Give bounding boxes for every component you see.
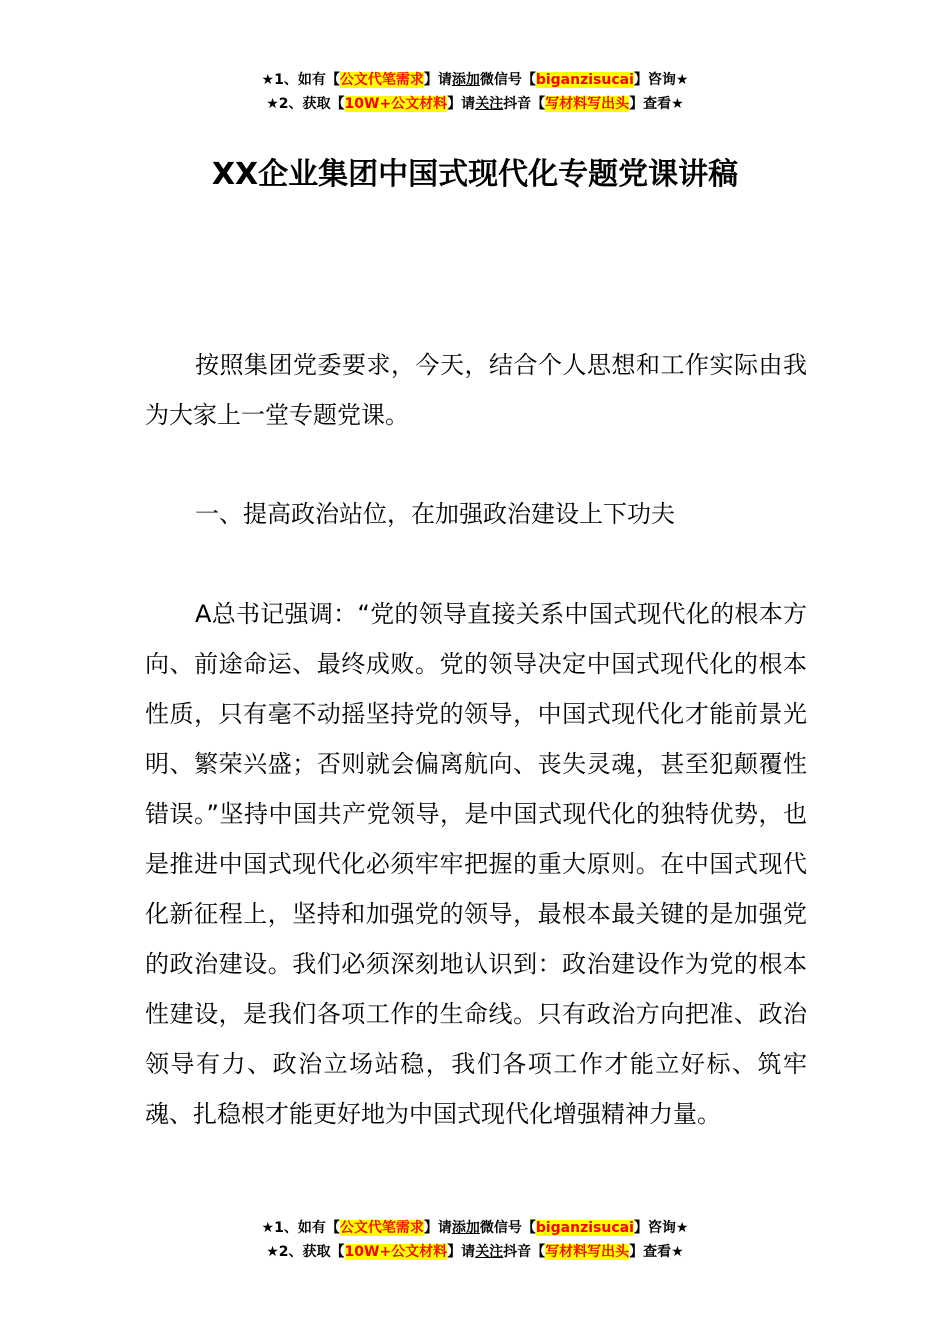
- promo-line-1-mid2: 微信号【: [479, 72, 536, 88]
- promo-line-1-prefix: ★1、如有【: [261, 1220, 340, 1236]
- section-heading: 一、提高政治站位，在加强政治建设上下功夫: [195, 500, 675, 528]
- promo-line-2-mid2: 抖音【: [503, 96, 546, 112]
- promo-wechat-id-highlight: biganzisucai: [535, 1220, 634, 1236]
- promo-line-1-prefix: ★1、如有【: [261, 72, 340, 88]
- promo-line-2-mid2: 抖音【: [503, 1244, 546, 1260]
- promo-line-2-prefix: ★2、获取【: [266, 96, 345, 112]
- promo-follow-underlined: 关注: [475, 1244, 504, 1260]
- promo-douyin-account-highlight: 写材料写出头: [545, 1244, 630, 1260]
- promo-materials-highlight: 10W+公文材料: [344, 1244, 448, 1260]
- promo-line-2: [0, 1240, 950, 1264]
- promo-line-2-mid1: 】请: [447, 1244, 476, 1260]
- intro-paragraph: 按照集团党委要求，今天，结合个人思想和工作实际由我为大家上一堂专题党课。: [145, 351, 807, 429]
- top-promo-banner: [0, 68, 950, 116]
- promo-line-2-suffix: 】查看★: [629, 96, 684, 112]
- promo-douyin-account-highlight: 写材料写出头: [545, 96, 630, 112]
- promo-line-1-mid1: 】请: [423, 72, 452, 88]
- promo-wechat-id-highlight: biganzisucai: [535, 72, 634, 88]
- promo-line-1: [0, 1216, 950, 1240]
- promo-line-2-suffix: 】查看★: [629, 1244, 684, 1260]
- promo-line-2-mid1: 】请: [447, 96, 476, 112]
- promo-line-1-suffix: 】咨询★: [633, 72, 689, 88]
- promo-line-1-mid1: 】请: [423, 1220, 452, 1236]
- promo-add-underlined: 添加: [451, 72, 480, 88]
- promo-line-1: [0, 68, 950, 92]
- promo-line-2-prefix: ★2、获取【: [266, 1244, 345, 1260]
- promo-line-2: [0, 92, 950, 116]
- promo-writing-service-highlight: 公文代笔需求: [339, 1220, 424, 1236]
- promo-line-1-mid2: 微信号【: [479, 1220, 536, 1236]
- promo-add-underlined: 添加: [451, 1220, 480, 1236]
- body-paragraph: A总书记强调：“党的领导直接关系中国式现代化的根本方向、前途命运、最终成败。党的领导决定中国式现代化的根本性质，只有毫不动摇坚持党的领导，中国式现代化才能前景光明、繁荣兴盛；否则就会偏离航向、丧失灵魂，甚至犯颠覆性错误。”坚持中国共产党领导，是中国式现代化的独特优势，也是推进中国式现代化必须牢牢把握的重大原则。在中国式现代化新征程上，坚持和加强党的领导，最根本最关键的是加强党的政治建设。我们必须深刻地认识到：政治建设作为党的根本性建设，是我们各项工作的生命线。只有政治方向把准、政治领导有力、政治立场站稳，我们各项工作才能立好标、筑牢魂、扎稳根才能更好地为中国式现代化增强精神力量。: [145, 600, 807, 1128]
- promo-line-1-suffix: 】咨询★: [633, 1220, 689, 1236]
- document-title: XX企业集团中国式现代化专题党课讲稿: [211, 157, 739, 192]
- promo-follow-underlined: 关注: [475, 96, 504, 112]
- bottom-promo-banner: [0, 1216, 950, 1264]
- promo-writing-service-highlight: 公文代笔需求: [339, 72, 424, 88]
- promo-materials-highlight: 10W+公文材料: [344, 96, 448, 112]
